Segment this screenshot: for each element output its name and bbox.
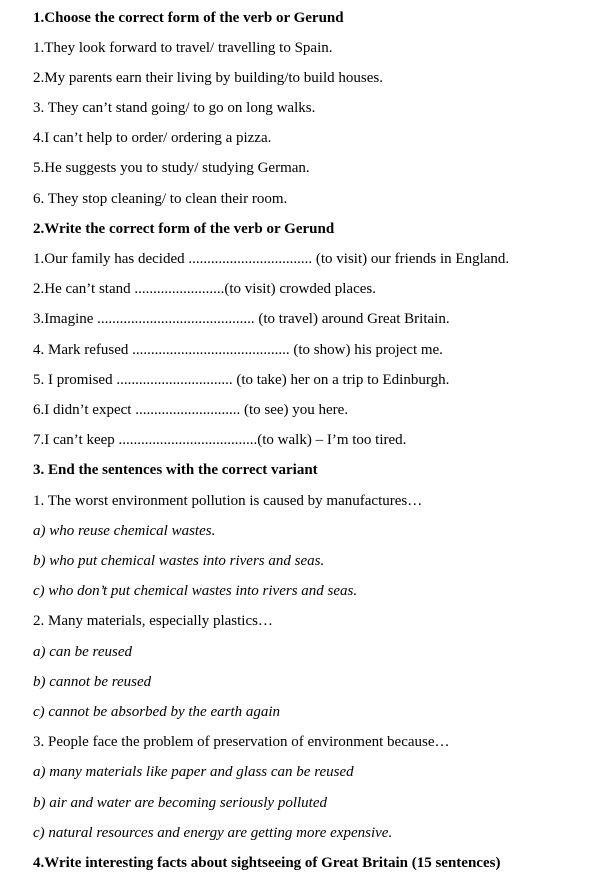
answer-option: b) cannot be reused <box>33 674 152 690</box>
answer-option: c) natural resources and energy are getting more expensive. <box>33 825 393 841</box>
section-4-heading: 4.Write interesting facts about sightseeing of Great Britain (15 sentences) <box>33 855 501 871</box>
section-2-item: 3.Imagine .......................................... (to travel) around Great Britain. <box>33 311 450 327</box>
section-1-item: 6. They stop cleaning/ to clean their room. <box>33 191 288 207</box>
section-3-heading: 3. End the sentences with the correct variant <box>33 462 318 478</box>
answer-option: c) cannot be absorbed by the earth again <box>33 704 281 720</box>
section-1-item: 3. They can’t stand going/ to go on long walks. <box>33 100 316 116</box>
answer-option: a) many materials like paper and glass can be reused <box>33 764 354 780</box>
answer-option: b) who put chemical wastes into rivers and seas. <box>33 553 325 569</box>
section-2-item: 6.I didn’t expect ............................ (to see) you here. <box>33 402 349 418</box>
section-2-item: 4. Mark refused .......................................... (to show) his project me. <box>33 342 443 358</box>
section-1-heading: 1.Choose the correct form of the verb or Gerund <box>33 10 344 26</box>
section-2-item: 1.Our family has decided ................................. (to visit) our friends in England. <box>33 251 510 267</box>
section-2-heading: 2.Write the correct form of the verb or Gerund <box>33 221 335 237</box>
answer-option: b) air and water are becoming seriously polluted <box>33 795 327 811</box>
section-2-item: 2.He can’t stand ........................(to visit) crowded places. <box>33 281 376 297</box>
section-1-item: 1.They look forward to travel/ travelling to Spain. <box>33 40 333 56</box>
question-text: 2. Many materials, especially plastics… <box>33 613 273 629</box>
section-1-item: 2.My parents earn their living by building/to build houses. <box>33 70 383 86</box>
section-2-item: 5. I promised ............................... (to take) her on a trip to Edinburgh. <box>33 372 450 388</box>
question-text: 1. The worst environment pollution is caused by manufactures… <box>33 493 423 509</box>
question-text: 3. People face the problem of preservation of environment because… <box>33 734 450 750</box>
section-1-item: 4.I can’t help to order/ ordering a pizza. <box>33 130 272 146</box>
section-1-item: 5.He suggests you to study/ studying German. <box>33 160 310 176</box>
answer-option: a) can be reused <box>33 644 132 660</box>
answer-option: a) who reuse chemical wastes. <box>33 523 216 539</box>
answer-option: c) who don’t put chemical wastes into rivers and seas. <box>33 583 358 599</box>
section-2-item: 7.I can’t keep .....................................(to walk) – I’m too tired. <box>33 432 407 448</box>
